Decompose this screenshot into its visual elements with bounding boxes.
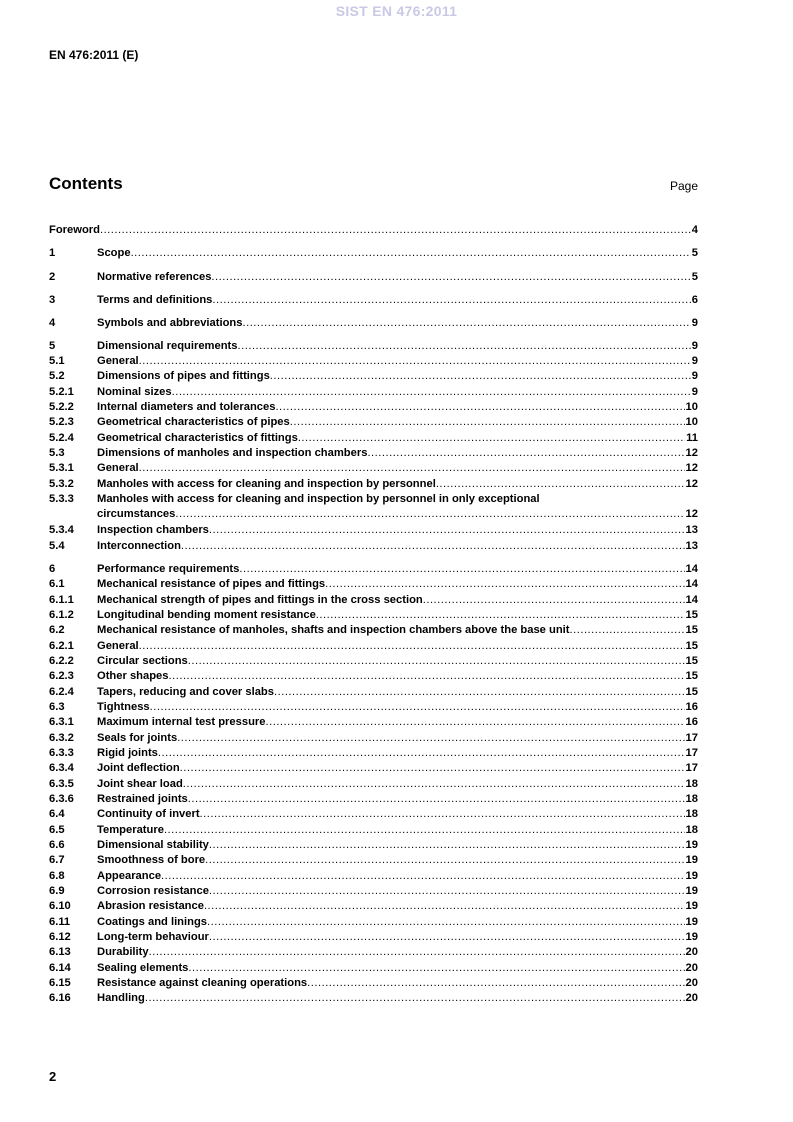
dot-leader [169, 670, 685, 682]
toc-entry-title: Mechanical strength of pipes and fittings in the cross section [97, 594, 423, 606]
toc-entry-title: Long-term behaviour [97, 931, 209, 943]
toc-entry-number: 6.10 [49, 900, 71, 912]
toc-entry-number: 6.2.1 [49, 640, 74, 652]
toc-entry-page: 10 [685, 401, 698, 413]
toc-entry-page: 16 [685, 701, 698, 713]
toc-entry-page: 18 [685, 824, 698, 836]
toc-entry-number: 6.2.2 [49, 655, 74, 667]
dot-leader [200, 808, 685, 820]
toc-entry[interactable] [49, 563, 698, 578]
toc-entry-title: Longitudinal bending moment resistance [97, 609, 316, 621]
toc-entry[interactable] [49, 778, 698, 793]
dot-leader [204, 900, 685, 912]
toc-entry-title: Manholes with access for cleaning and inspection by personnel [97, 478, 436, 490]
toc-entry-title: General [97, 640, 139, 652]
toc-entry-title: Foreword [49, 224, 100, 236]
toc-entry[interactable] [49, 609, 698, 624]
toc-entry-number: 6.3.6 [49, 793, 74, 805]
toc-entry-number: 6.3.3 [49, 747, 74, 759]
toc-entry-page: 17 [685, 762, 698, 774]
dot-leader [158, 747, 685, 759]
dot-leader [316, 609, 685, 621]
toc-entry-title: Dimensional stability [97, 839, 209, 851]
toc-entry-number: 6.12 [49, 931, 71, 943]
toc-entry-page: 14 [685, 578, 698, 590]
toc-entry-page: 19 [685, 870, 698, 882]
toc-entry[interactable] [49, 247, 698, 262]
toc-entry-title: Terms and definitions [97, 294, 213, 306]
dot-leader [139, 355, 691, 367]
toc-entry[interactable] [49, 493, 698, 524]
toc-entry-number: 6.3.2 [49, 732, 74, 744]
toc-entry[interactable] [49, 808, 698, 823]
toc-entry-title: Dimensions of pipes and fittings [97, 370, 270, 382]
watermark: SIST EN 476:2011 [335, 3, 458, 19]
toc-entry[interactable] [49, 447, 698, 462]
toc-entry-title: Other shapes [97, 670, 169, 682]
toc-entry[interactable] [49, 640, 698, 655]
toc-entry[interactable] [49, 432, 698, 447]
toc-entry-number: 5.3 [49, 447, 65, 459]
toc-entry[interactable] [49, 271, 698, 286]
dot-leader [274, 686, 685, 698]
toc-entry[interactable] [49, 824, 698, 839]
toc-entry[interactable] [49, 854, 698, 869]
toc-entry[interactable] [49, 747, 698, 762]
toc-entry-title: Geometrical characteristics of pipes [97, 416, 290, 428]
toc-entry-number: 6.1.2 [49, 609, 74, 621]
toc-entry-number: 5.1 [49, 355, 65, 367]
toc-entry-page: 20 [685, 992, 698, 1004]
toc-entry[interactable] [49, 578, 698, 593]
dot-leader [367, 447, 684, 459]
toc-entry-page: 10 [685, 416, 698, 428]
toc-entry[interactable] [49, 624, 698, 639]
toc-entry-title: Tapers, reducing and cover slabs [97, 686, 274, 698]
toc-entry-number: 5.3.2 [49, 478, 74, 490]
toc-entry-page: 19 [685, 931, 698, 943]
toc-entry[interactable] [49, 732, 698, 747]
toc-entry-number: 6.9 [49, 885, 65, 897]
toc-entry-page: 15 [685, 670, 698, 682]
toc-entry-page: 18 [685, 808, 698, 820]
dot-leader [570, 624, 685, 636]
toc-entry-number: 6.11 [49, 916, 71, 928]
dot-leader [298, 432, 685, 444]
dot-leader [183, 778, 685, 790]
toc-entry-page: 18 [685, 793, 698, 805]
toc-entry[interactable] [49, 524, 698, 539]
toc-entry[interactable] [49, 916, 698, 931]
toc-entry[interactable] [49, 839, 698, 854]
toc-entry-number: 6.1 [49, 578, 65, 590]
toc-entry[interactable] [49, 370, 698, 385]
dot-leader [207, 916, 685, 928]
page-number: 2 [49, 1069, 57, 1084]
toc-entry-page: 5 [691, 271, 698, 283]
toc-entry[interactable] [49, 594, 698, 609]
toc-entry-title: circumstances [97, 508, 176, 520]
toc-entry-title: Dimensional requirements [97, 340, 238, 352]
toc-entry-page: 19 [685, 916, 698, 928]
toc-entry-number: 6.7 [49, 854, 65, 866]
toc-entry-page: 19 [685, 900, 698, 912]
toc-entry-page: 9 [691, 340, 698, 352]
toc-entry-title: Durability [97, 946, 149, 958]
dot-leader [242, 317, 690, 329]
toc-entry[interactable] [49, 885, 698, 900]
dot-leader [266, 716, 685, 728]
dot-leader [164, 824, 685, 836]
toc-entry-page: 14 [685, 594, 698, 606]
dot-leader [161, 870, 685, 882]
dot-leader [181, 540, 685, 552]
toc-entry-number: 6.3.5 [49, 778, 74, 790]
toc-entry-page: 12 [685, 508, 698, 520]
dot-leader [209, 885, 685, 897]
toc-entry-number: 5.3.1 [49, 462, 74, 474]
toc-entry-number: 5.3.4 [49, 524, 74, 536]
toc-entry-number: 4 [49, 317, 56, 329]
toc-entry-number: 6.1.1 [49, 594, 74, 606]
toc-entry-title: Tightness [97, 701, 150, 713]
dot-leader [131, 247, 691, 259]
toc-entry-page: 17 [685, 747, 698, 759]
toc-entry-page: 9 [691, 370, 698, 382]
toc-entry-title-line1: Manholes with access for cleaning and inspection by personnel in only exceptional [97, 493, 540, 505]
toc-entry-number: 6 [49, 563, 56, 575]
dot-leader [211, 271, 690, 283]
toc-entry-title: Mechanical resistance of manholes, shafts and inspection chambers above the base unit [97, 624, 570, 636]
dot-leader [209, 931, 685, 943]
toc-entry-page: 11 [686, 432, 698, 444]
toc-entry-number: 5.2.3 [49, 416, 74, 428]
dot-leader [150, 701, 685, 713]
toc-entry[interactable] [49, 962, 698, 977]
toc-entry[interactable] [49, 462, 698, 477]
toc-entry-title: Coatings and linings [97, 916, 208, 928]
toc-entry-title: Joint deflection [97, 762, 180, 774]
toc-entry-title: Temperature [97, 824, 164, 836]
toc-entry-number: 6.3.1 [49, 716, 74, 728]
toc-entry-number: 5.2.4 [49, 432, 74, 444]
toc-entry-number: 6.3.4 [49, 762, 74, 774]
toc-entry[interactable] [49, 992, 698, 1007]
dot-leader [239, 563, 684, 575]
toc-entry-title: Maximum internal test pressure [97, 716, 266, 728]
dot-leader [100, 224, 691, 236]
toc-entry-page: 18 [685, 778, 698, 790]
toc-entry-title: Abrasion resistance [97, 900, 204, 912]
dot-leader [238, 340, 691, 352]
dot-leader [209, 839, 685, 851]
toc-entry-title: Resistance against cleaning operations [97, 977, 308, 989]
page-column-label: Page [669, 179, 698, 193]
toc-entry-title: Seals for joints [97, 732, 178, 744]
toc-entry-title: Internal diameters and tolerances [97, 401, 276, 413]
toc-entry[interactable] [49, 870, 698, 885]
toc-entry[interactable] [49, 355, 698, 370]
toc-entry-number: 6.2.3 [49, 670, 74, 682]
toc-entry-number: 6.13 [49, 946, 71, 958]
toc-entry-title: Geometrical characteristics of fittings [97, 432, 298, 444]
toc-entry-number: 2 [49, 271, 56, 283]
toc-entry-title: Interconnection [97, 540, 181, 552]
toc-entry-title: Joint shear load [97, 778, 183, 790]
toc-entry-page: 9 [691, 355, 698, 367]
toc-entry-page: 19 [685, 885, 698, 897]
toc-entry-page: 13 [685, 540, 698, 552]
toc-entry-title: Scope [97, 247, 131, 259]
toc-entry-number: 5.2.1 [49, 386, 74, 398]
toc-entry[interactable] [49, 401, 698, 416]
toc-entry-title: Restrained joints [97, 793, 188, 805]
toc-entry[interactable] [49, 294, 698, 309]
dot-leader [325, 578, 684, 590]
toc-entry-page: 17 [685, 732, 698, 744]
toc-entry-page: 19 [685, 854, 698, 866]
toc-entry-number: 6.8 [49, 870, 65, 882]
toc-entry-page: 4 [691, 224, 698, 236]
dot-leader [209, 524, 685, 536]
toc-entry-number: 5.2.2 [49, 401, 74, 413]
toc-entry-title: Mechanical resistance of pipes and fittings [97, 578, 326, 590]
toc-entry-title: Inspection chambers [97, 524, 209, 536]
toc-entry-number: 5 [49, 340, 56, 352]
toc-entry[interactable] [49, 655, 698, 670]
toc-entry-title: Nominal sizes [97, 386, 172, 398]
toc-entry[interactable] [49, 416, 698, 431]
toc-entry[interactable] [49, 701, 698, 716]
toc-entry-page: 15 [685, 609, 698, 621]
toc-entry-number: 6.3 [49, 701, 65, 713]
toc-entry-title: Appearance [97, 870, 162, 882]
toc-entry-page: 15 [685, 624, 698, 636]
toc-entry-title: Corrosion resistance [97, 885, 209, 897]
toc-entry[interactable] [49, 386, 698, 401]
toc-entry-page: 12 [685, 462, 698, 474]
toc-entry-number: 6.5 [49, 824, 65, 836]
toc-entry-number: 6.15 [49, 977, 71, 989]
toc-entry-number: 6.14 [49, 962, 71, 974]
toc-entry-page: 12 [685, 447, 698, 459]
toc-entry-title: Continuity of invert [97, 808, 200, 820]
dot-leader [188, 793, 685, 805]
toc-entry-title: Dimensions of manholes and inspection chambers [97, 447, 368, 459]
toc-entry-page: 12 [685, 478, 698, 490]
toc-entry[interactable] [49, 716, 698, 731]
dot-leader [436, 478, 685, 490]
toc-entry[interactable] [49, 946, 698, 961]
toc-entry-title: General [97, 462, 139, 474]
toc-entry-number: 1 [49, 247, 56, 259]
toc-entry[interactable] [49, 478, 698, 493]
toc-entry-number: 6.4 [49, 808, 65, 820]
toc-entry[interactable] [49, 900, 698, 915]
toc-entry[interactable] [49, 670, 698, 685]
toc-entry-page: 9 [691, 386, 698, 398]
dot-leader [172, 386, 691, 398]
toc-entry-page: 15 [685, 640, 698, 652]
toc-entry-page: 14 [685, 563, 698, 575]
toc-entry-title: Symbols and abbreviations [97, 317, 243, 329]
toc-entry-page: 6 [691, 294, 698, 306]
toc-entry-page: 9 [691, 317, 698, 329]
dot-leader [145, 992, 685, 1004]
dot-leader [139, 640, 685, 652]
toc-entry-number: 6.2.4 [49, 686, 74, 698]
dot-leader [175, 508, 684, 520]
toc-entry[interactable] [49, 686, 698, 701]
dot-leader [149, 946, 685, 958]
dot-leader [205, 854, 684, 866]
dot-leader [212, 294, 690, 306]
dot-leader [188, 962, 684, 974]
toc-entry-title: Rigid joints [97, 747, 158, 759]
toc-entry-title: General [97, 355, 139, 367]
dot-leader [177, 732, 684, 744]
dot-leader [307, 977, 684, 989]
toc-entry-title: Circular sections [97, 655, 188, 667]
toc-entry-title: Performance requirements [97, 563, 240, 575]
toc-entry[interactable] [49, 340, 698, 355]
dot-leader [139, 462, 685, 474]
toc-entry-title: Handling [97, 992, 145, 1004]
toc-entry-number: 6.16 [49, 992, 71, 1004]
toc-entry-page: 15 [685, 686, 698, 698]
toc-entry-number: 3 [49, 294, 56, 306]
toc-entry-number: 6.6 [49, 839, 65, 851]
toc-entry[interactable] [49, 931, 698, 946]
toc-entry-page: 13 [685, 524, 698, 536]
toc-entry-number: 5.4 [49, 540, 65, 552]
toc-entry-page: 5 [691, 247, 698, 259]
toc-entry[interactable] [49, 977, 698, 992]
toc-entry-number: 5.3.3 [49, 493, 74, 505]
toc-entry-page: 20 [685, 946, 698, 958]
toc-entry[interactable] [49, 793, 698, 808]
toc-entry-title: Smoothness of bore [97, 854, 206, 866]
dot-leader [290, 416, 685, 428]
dot-leader [423, 594, 685, 606]
dot-leader [270, 370, 691, 382]
toc-entry-title: Sealing elements [97, 962, 189, 974]
document-id: EN 476:2011 (E) [49, 48, 139, 62]
toc-entry-page: 15 [685, 655, 698, 667]
toc-entry-page: 20 [685, 962, 698, 974]
toc-entry-page: 16 [685, 716, 698, 728]
dot-leader [188, 655, 685, 667]
dot-leader [180, 762, 685, 774]
toc-entry[interactable] [49, 540, 698, 555]
dot-leader [275, 401, 684, 413]
toc-entry-number: 6.2 [49, 624, 65, 636]
toc-entry-page: 20 [685, 977, 698, 989]
toc-entry-title: Normative references [97, 271, 212, 283]
toc-entry[interactable] [49, 762, 698, 777]
toc-entry-number: 5.2 [49, 370, 65, 382]
toc-entry[interactable] [49, 317, 698, 332]
toc-entry[interactable] [49, 224, 698, 239]
page-title: Contents [49, 174, 123, 193]
toc-entry-page: 19 [685, 839, 698, 851]
